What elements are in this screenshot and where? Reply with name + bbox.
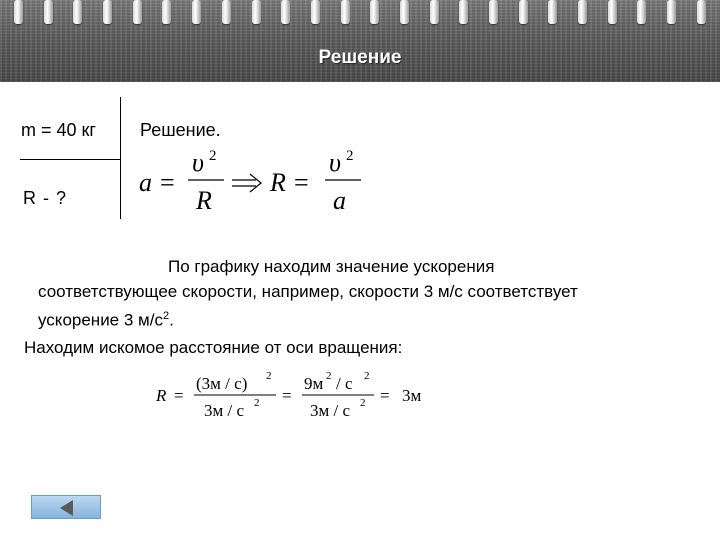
f2-num2-exp2: 2 (364, 370, 370, 382)
ring-icon (192, 0, 201, 24)
ring-icon (637, 0, 646, 24)
implies-arrow-icon (232, 174, 261, 192)
f2-den2-exp: 2 (360, 397, 366, 409)
para1-line2: соответствующее скорости, например, скорости 3 м/с соответствует (38, 282, 578, 301)
para1-line1: По графику находим значение ускорения (168, 257, 495, 276)
notebook-rings (0, 0, 720, 30)
f2-num1: (3м / с) (196, 374, 248, 393)
f1-num: υ (192, 148, 204, 177)
ring-icon (103, 0, 112, 24)
ring-icon (459, 0, 468, 24)
given-unknown: R - ? (23, 188, 68, 208)
f2-R: R (156, 386, 167, 405)
f1-eq2: = (294, 168, 309, 197)
header-bar (0, 0, 720, 82)
explanation-paragraph (38, 254, 698, 333)
ring-icon (697, 0, 706, 24)
ring-icon (73, 0, 82, 24)
f1-den: R (196, 186, 212, 215)
ring-icon (578, 0, 587, 24)
formula-radius-calc (152, 368, 452, 428)
f2-result: 3м (402, 386, 422, 405)
back-button[interactable] (31, 495, 101, 519)
f2-den2: 3м / с (310, 401, 351, 420)
formula-centripetal (136, 147, 376, 217)
ring-icon (162, 0, 171, 24)
ring-icon (311, 0, 320, 24)
ring-icon (133, 0, 142, 24)
f2-num1-exp: 2 (266, 370, 272, 382)
ring-icon (341, 0, 350, 24)
f1-exp: 2 (209, 148, 217, 164)
given-divider-horizontal (20, 159, 120, 160)
instruction-paragraph: Находим искомое расстояние от оси вращения: (24, 338, 403, 357)
f2-eq3: = (380, 386, 390, 405)
ring-icon (281, 0, 290, 24)
ring-icon (519, 0, 528, 24)
given-mass: m = 40 кг (21, 120, 96, 140)
f2-num2-rest: / с (336, 374, 353, 393)
f2-num2-exp: 2 (326, 370, 332, 382)
f1-exp2: 2 (346, 148, 354, 164)
f1-eq: = (160, 168, 175, 197)
ring-icon (400, 0, 409, 24)
f2-den1-exp: 2 (254, 397, 260, 409)
para1-sup: 2 (162, 310, 170, 322)
para1-suffix: . (169, 310, 174, 330)
page-title: Решение (318, 47, 402, 68)
given-divider-vertical (120, 97, 121, 219)
f1-R: R (270, 168, 286, 197)
f2-num2: 9м (304, 374, 324, 393)
ring-icon (430, 0, 439, 24)
ring-icon (489, 0, 498, 24)
ring-icon (608, 0, 617, 24)
ring-icon (44, 0, 53, 24)
f2-eq2: = (282, 386, 292, 405)
f2-eq1: = (174, 386, 184, 405)
f1-num2: υ (329, 148, 341, 177)
ring-icon (14, 0, 23, 24)
f1-a: a (139, 168, 152, 197)
f2-den1: 3м / с (204, 401, 245, 420)
f1-den2: a (333, 186, 346, 215)
para1-line3: ускорение 3 м/с (38, 310, 163, 330)
ring-icon (370, 0, 379, 24)
ring-icon (548, 0, 557, 24)
ring-icon (222, 0, 231, 24)
ring-icon (667, 0, 676, 24)
triangle-left-icon (58, 499, 76, 517)
solution-label: Решение. (140, 120, 221, 140)
ring-icon (252, 0, 261, 24)
